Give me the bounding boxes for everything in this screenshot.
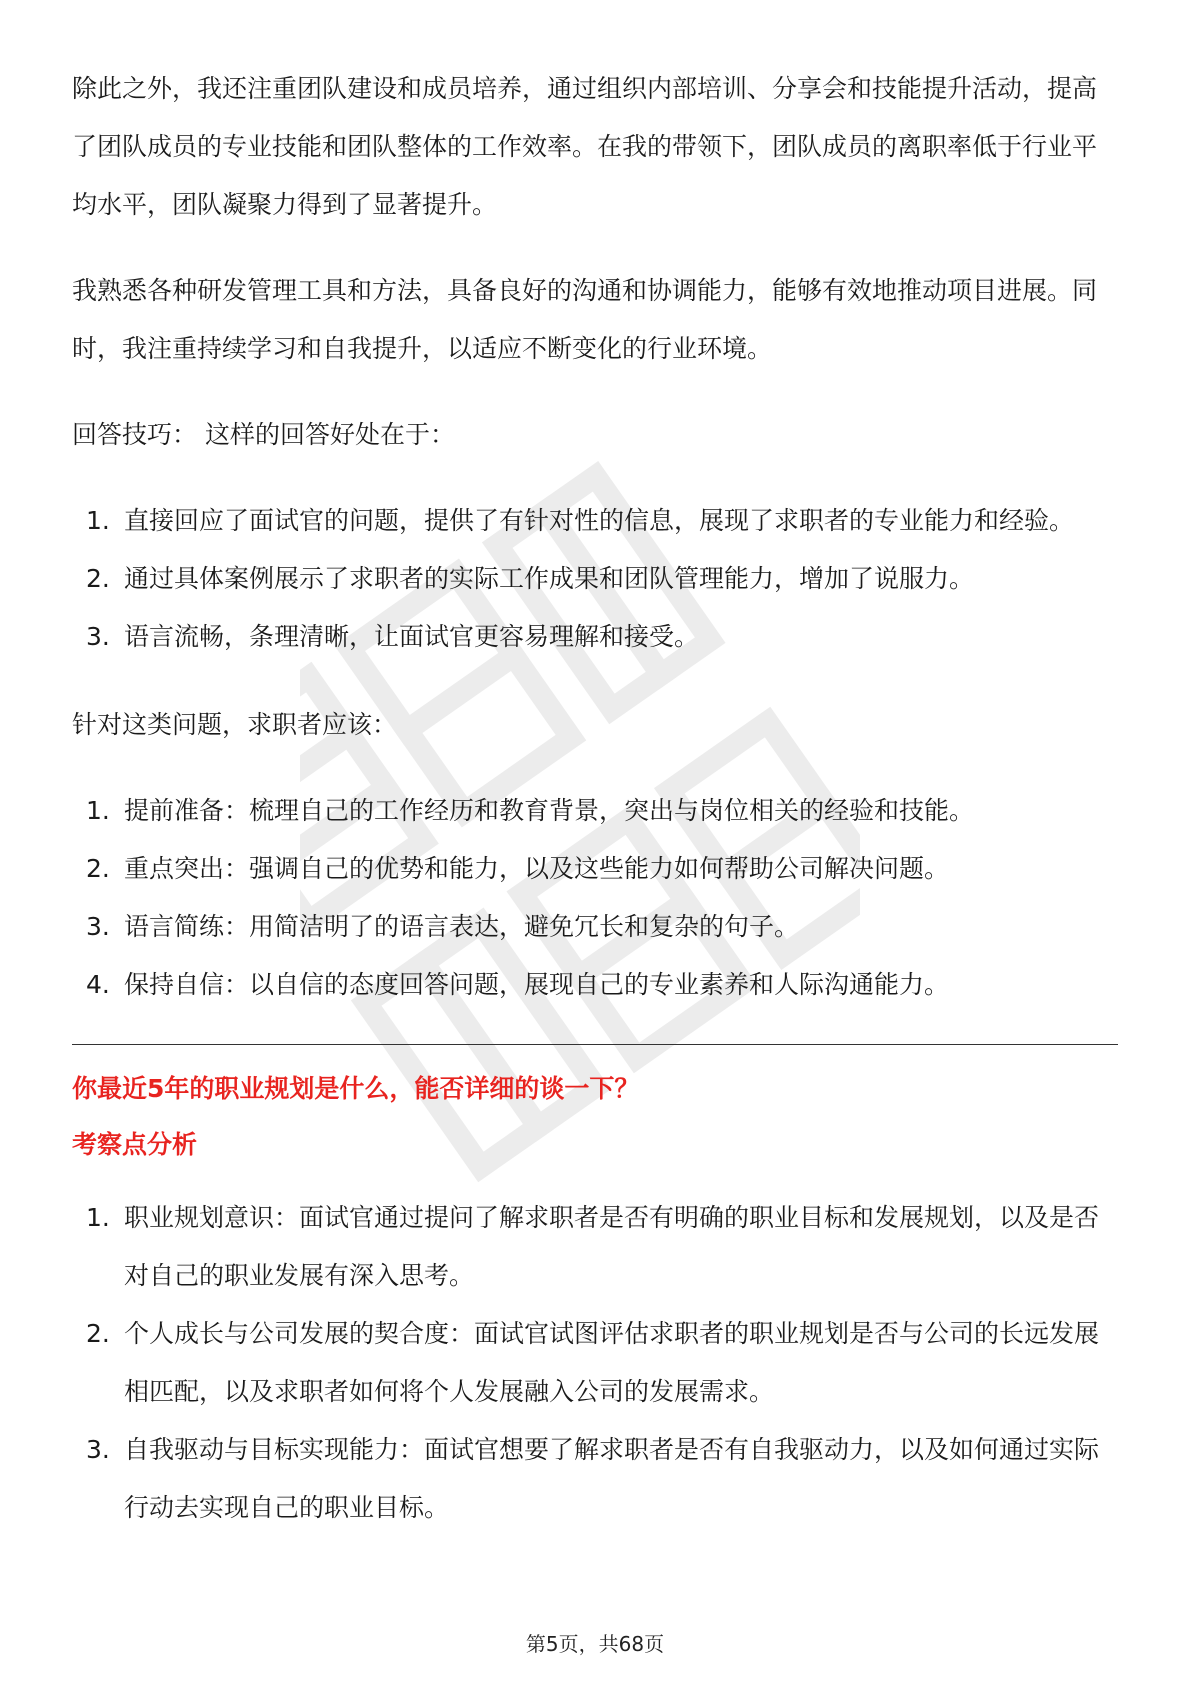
list-item: 1. 直接回应了面试官的问题，提供了有针对性的信息，展现了求职者的专业能力和经验。 bbox=[86, 506, 1075, 535]
benefits-list bbox=[72, 492, 1118, 666]
paragraph-team-building: 除此之外，我还注重团队建设和成员培养，通过组织内部培训、分享会和技能提升活动，提高了团队成员的专业技能和团队整体的工作效率。在我的带领下，团队成员的离职率低于行业平均水平，团队凝聚力得到了显著提升。 bbox=[72, 74, 1098, 219]
list-item: 1. 提前准备：梳理自己的工作经历和教育背景，突出与岗位相关的经验和技能。 bbox=[86, 796, 975, 825]
list-item: 2. 通过具体案例展示了求职者的实际工作成果和团队管理能力，增加了说服力。 bbox=[86, 564, 975, 593]
page-number-footer: 第5页，共68页 bbox=[525, 1632, 665, 1656]
list-item: 3. 自我驱动与目标实现能力：面试官想要了解求职者是否有自我驱动力，以及如何通过实际行动去实现自己的职业目标。 bbox=[86, 1435, 1100, 1522]
list-item: 3. 语言简练：用简洁明了的语言表达，避免冗长和复杂的句子。 bbox=[86, 912, 800, 941]
paragraph-advice-intro: 针对这类问题，求职者应该： bbox=[72, 710, 398, 739]
advice-list bbox=[72, 782, 1118, 1014]
analysis-list bbox=[72, 1189, 1118, 1537]
question-title: 你最近5年的职业规划是什么，能否详细的谈一下？ bbox=[72, 1074, 640, 1103]
list-item: 3. 语言流畅，条理清晰，让面试官更容易理解和接受。 bbox=[86, 622, 700, 651]
paragraph-management-tools: 我熟悉各种研发管理工具和方法，具备良好的沟通和协调能力，能够有效地推动项目进展。同时，我注重持续学习和自我提升，以适应不断变化的行业环境。 bbox=[72, 276, 1098, 363]
list-item: 2. 重点突出：强调自己的优势和能力，以及这些能力如何帮助公司解决问题。 bbox=[86, 854, 950, 883]
paragraph-answer-tips: 回答技巧： 这样的回答好处在于： bbox=[72, 420, 455, 449]
section-divider bbox=[72, 1044, 1118, 1045]
list-item: 4. 保持自信：以自信的态度回答问题，展现自己的专业素养和人际沟通能力。 bbox=[86, 970, 950, 999]
document-content bbox=[72, 60, 1118, 1567]
list-item: 1. 职业规划意识：面试官通过提问了解求职者是否有明确的职业目标和发展规划，以及是否对自己的职业发展有深入思考。 bbox=[86, 1203, 1100, 1290]
list-item: 2. 个人成长与公司发展的契合度：面试官试图评估求职者的职业规划是否与公司的长远发展相匹配，以及求职者如何将个人发展融入公司的发展需求。 bbox=[86, 1319, 1100, 1406]
question-subtitle: 考察点分析 bbox=[72, 1130, 198, 1159]
